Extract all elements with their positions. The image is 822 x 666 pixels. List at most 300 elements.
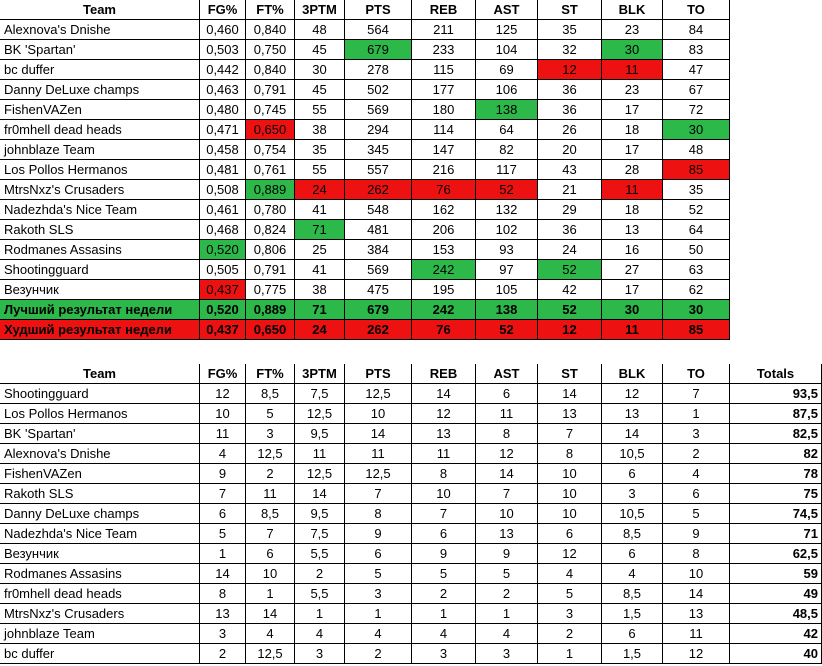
team-name-cell[interactable]: Shootingguard — [0, 260, 200, 280]
stat-cell[interactable]: 97 — [476, 260, 538, 280]
standings-points-cell[interactable]: 2 — [345, 644, 412, 664]
team-name-cell[interactable]: Rodmanes Assasins — [0, 240, 200, 260]
stat-cell[interactable]: 41 — [295, 260, 345, 280]
stat-cell[interactable]: 62 — [663, 280, 730, 300]
standings-points-cell[interactable]: 5 — [412, 564, 476, 584]
header-ast[interactable]: AST — [476, 0, 538, 20]
standings-points-cell[interactable]: 1 — [200, 544, 246, 564]
stat-cell[interactable]: 117 — [476, 160, 538, 180]
standings-points-cell[interactable]: 5 — [246, 404, 295, 424]
stat-cell[interactable]: 55 — [295, 100, 345, 120]
team-name-cell[interactable]: fr0mhell dead heads — [0, 120, 200, 140]
stat-cell[interactable]: 47 — [663, 60, 730, 80]
standings-points-cell[interactable]: 8 — [412, 464, 476, 484]
standings-points-cell[interactable]: 5 — [538, 584, 602, 604]
stat-cell[interactable]: 27 — [602, 260, 663, 280]
stat-cell[interactable]: 0,480 — [200, 100, 246, 120]
stat-cell[interactable]: 76 — [412, 180, 476, 200]
standings-points-cell[interactable]: 10 — [200, 404, 246, 424]
stat-cell[interactable]: 0,505 — [200, 260, 246, 280]
stat-cell[interactable]: 138 — [476, 100, 538, 120]
standings-points-cell[interactable]: 4 — [476, 624, 538, 644]
stat-cell[interactable]: 0,458 — [200, 140, 246, 160]
stat-cell[interactable]: 0,650 — [246, 120, 295, 140]
standings-points-cell[interactable]: 11 — [663, 624, 730, 644]
standings-points-cell[interactable]: 8 — [200, 584, 246, 604]
stat-cell[interactable]: 0,468 — [200, 220, 246, 240]
stat-cell[interactable]: 0,889 — [246, 180, 295, 200]
stat-cell[interactable]: 481 — [345, 220, 412, 240]
standings-points-cell[interactable]: 14 — [246, 604, 295, 624]
best-result-cell[interactable]: 52 — [538, 300, 602, 320]
stat-cell[interactable]: 0,442 — [200, 60, 246, 80]
stat-cell[interactable]: 48 — [295, 20, 345, 40]
stat-cell[interactable]: 42 — [538, 280, 602, 300]
standings-team-cell[interactable]: MtrsNxz's Crusaders — [0, 604, 200, 624]
stat-cell[interactable]: 475 — [345, 280, 412, 300]
standings-points-cell[interactable]: 6 — [602, 544, 663, 564]
standings-points-cell[interactable]: 11 — [200, 424, 246, 444]
standings-points-cell[interactable]: 4 — [295, 624, 345, 644]
standings-team-cell[interactable]: FishenVAZen — [0, 464, 200, 484]
stat-cell[interactable]: 36 — [538, 100, 602, 120]
standings-points-cell[interactable]: 8 — [345, 504, 412, 524]
stat-cell[interactable]: 20 — [538, 140, 602, 160]
stat-cell[interactable]: 106 — [476, 80, 538, 100]
standings-points-cell[interactable]: 6 — [476, 384, 538, 404]
header-reb[interactable]: REB — [412, 0, 476, 20]
worst-result-label[interactable]: Худший результат недели — [0, 320, 200, 340]
stat-cell[interactable]: 24 — [538, 240, 602, 260]
standings-points-cell[interactable]: 3 — [295, 644, 345, 664]
standings-points-cell[interactable]: 13 — [476, 524, 538, 544]
stat-cell[interactable]: 26 — [538, 120, 602, 140]
standings-team-cell[interactable]: johnblaze Team — [0, 624, 200, 644]
standings-points-cell[interactable]: 3 — [412, 644, 476, 664]
standings-points-cell[interactable]: 5 — [476, 564, 538, 584]
standings-header-3ptm[interactable]: 3PTM — [295, 364, 345, 384]
standings-points-cell[interactable]: 14 — [602, 424, 663, 444]
header-to[interactable]: TO — [663, 0, 730, 20]
standings-points-cell[interactable]: 14 — [295, 484, 345, 504]
standings-total-cell[interactable]: 42 — [730, 624, 822, 644]
stat-cell[interactable]: 0,750 — [246, 40, 295, 60]
standings-points-cell[interactable]: 8,5 — [602, 584, 663, 604]
standings-points-cell[interactable]: 4 — [200, 444, 246, 464]
worst-result-cell[interactable]: 262 — [345, 320, 412, 340]
stat-cell[interactable]: 41 — [295, 200, 345, 220]
header-pts[interactable]: PTS — [345, 0, 412, 20]
best-result-cell[interactable]: 0,889 — [246, 300, 295, 320]
standings-header-reb[interactable]: REB — [412, 364, 476, 384]
stat-cell[interactable]: 102 — [476, 220, 538, 240]
stat-cell[interactable]: 0,754 — [246, 140, 295, 160]
standings-points-cell[interactable]: 11 — [345, 444, 412, 464]
stat-cell[interactable]: 233 — [412, 40, 476, 60]
standings-total-cell[interactable]: 40 — [730, 644, 822, 664]
stat-cell[interactable]: 180 — [412, 100, 476, 120]
stat-cell[interactable]: 162 — [412, 200, 476, 220]
standings-points-cell[interactable]: 12,5 — [295, 404, 345, 424]
best-result-cell[interactable]: 242 — [412, 300, 476, 320]
standings-points-cell[interactable]: 4 — [602, 564, 663, 584]
standings-points-cell[interactable]: 1 — [476, 604, 538, 624]
standings-points-cell[interactable]: 11 — [246, 484, 295, 504]
standings-total-cell[interactable]: 62,5 — [730, 544, 822, 564]
stat-cell[interactable]: 679 — [345, 40, 412, 60]
standings-points-cell[interactable]: 12 — [663, 644, 730, 664]
header-3ptm[interactable]: 3PTM — [295, 0, 345, 20]
stat-cell[interactable]: 35 — [295, 140, 345, 160]
best-result-cell[interactable]: 30 — [663, 300, 730, 320]
standings-points-cell[interactable]: 7 — [412, 504, 476, 524]
stat-cell[interactable]: 216 — [412, 160, 476, 180]
stat-cell[interactable]: 71 — [295, 220, 345, 240]
standings-team-cell[interactable]: Alexnova's Dnishe — [0, 444, 200, 464]
standings-points-cell[interactable]: 3 — [345, 584, 412, 604]
team-name-cell[interactable]: johnblaze Team — [0, 140, 200, 160]
standings-points-cell[interactable]: 14 — [538, 384, 602, 404]
stat-cell[interactable]: 67 — [663, 80, 730, 100]
standings-points-cell[interactable]: 6 — [663, 484, 730, 504]
stat-cell[interactable]: 104 — [476, 40, 538, 60]
stat-cell[interactable]: 0,520 — [200, 240, 246, 260]
stat-cell[interactable]: 85 — [663, 160, 730, 180]
standings-total-cell[interactable]: 59 — [730, 564, 822, 584]
team-name-cell[interactable]: BK 'Spartan' — [0, 40, 200, 60]
stat-cell[interactable]: 0,460 — [200, 20, 246, 40]
standings-team-cell[interactable]: fr0mhell dead heads — [0, 584, 200, 604]
stat-cell[interactable]: 0,463 — [200, 80, 246, 100]
stat-cell[interactable]: 569 — [345, 260, 412, 280]
stat-cell[interactable]: 18 — [602, 200, 663, 220]
stat-cell[interactable]: 0,791 — [246, 80, 295, 100]
standings-points-cell[interactable]: 7,5 — [295, 524, 345, 544]
stat-cell[interactable]: 11 — [602, 60, 663, 80]
standings-team-cell[interactable]: Везунчик — [0, 544, 200, 564]
stat-cell[interactable]: 345 — [345, 140, 412, 160]
stat-cell[interactable]: 18 — [602, 120, 663, 140]
standings-points-cell[interactable]: 12,5 — [295, 464, 345, 484]
stat-cell[interactable]: 24 — [295, 180, 345, 200]
best-result-cell[interactable]: 30 — [602, 300, 663, 320]
stat-cell[interactable]: 84 — [663, 20, 730, 40]
standings-points-cell[interactable]: 12,5 — [345, 384, 412, 404]
stat-cell[interactable]: 384 — [345, 240, 412, 260]
stat-cell[interactable]: 0,824 — [246, 220, 295, 240]
standings-points-cell[interactable]: 11 — [476, 404, 538, 424]
header-team[interactable]: Team — [0, 0, 200, 20]
stat-cell[interactable]: 45 — [295, 80, 345, 100]
standings-points-cell[interactable]: 3 — [538, 604, 602, 624]
header-blk[interactable]: BLK — [602, 0, 663, 20]
standings-header-st[interactable]: ST — [538, 364, 602, 384]
stat-cell[interactable]: 0,840 — [246, 60, 295, 80]
standings-points-cell[interactable]: 4 — [345, 624, 412, 644]
standings-points-cell[interactable]: 4 — [538, 564, 602, 584]
best-result-cell[interactable]: 71 — [295, 300, 345, 320]
standings-points-cell[interactable]: 12 — [412, 404, 476, 424]
standings-points-cell[interactable]: 4 — [246, 624, 295, 644]
stat-cell[interactable]: 21 — [538, 180, 602, 200]
standings-header-blk[interactable]: BLK — [602, 364, 663, 384]
standings-total-cell[interactable]: 48,5 — [730, 604, 822, 624]
stat-cell[interactable]: 28 — [602, 160, 663, 180]
standings-team-cell[interactable]: bc duffer — [0, 644, 200, 664]
stat-cell[interactable]: 115 — [412, 60, 476, 80]
standings-total-cell[interactable]: 71 — [730, 524, 822, 544]
standings-points-cell[interactable]: 10 — [663, 564, 730, 584]
standings-points-cell[interactable]: 8 — [476, 424, 538, 444]
stat-cell[interactable]: 0,508 — [200, 180, 246, 200]
stat-cell[interactable]: 83 — [663, 40, 730, 60]
stat-cell[interactable]: 195 — [412, 280, 476, 300]
standings-points-cell[interactable]: 1 — [246, 584, 295, 604]
standings-points-cell[interactable]: 9 — [476, 544, 538, 564]
standings-points-cell[interactable]: 10 — [538, 504, 602, 524]
stat-cell[interactable]: 132 — [476, 200, 538, 220]
stat-cell[interactable]: 72 — [663, 100, 730, 120]
stat-cell[interactable]: 82 — [476, 140, 538, 160]
standings-points-cell[interactable]: 8,5 — [602, 524, 663, 544]
stat-cell[interactable]: 36 — [538, 80, 602, 100]
team-name-cell[interactable]: Los Pollos Hermanos — [0, 160, 200, 180]
standings-points-cell[interactable]: 14 — [345, 424, 412, 444]
team-name-cell[interactable]: FishenVAZen — [0, 100, 200, 120]
worst-result-cell[interactable]: 0,437 — [200, 320, 246, 340]
standings-points-cell[interactable]: 3 — [602, 484, 663, 504]
standings-points-cell[interactable]: 14 — [663, 584, 730, 604]
standings-points-cell[interactable]: 12 — [476, 444, 538, 464]
standings-points-cell[interactable]: 8,5 — [246, 384, 295, 404]
stat-cell[interactable]: 35 — [663, 180, 730, 200]
standings-points-cell[interactable]: 1 — [295, 604, 345, 624]
stat-cell[interactable]: 63 — [663, 260, 730, 280]
standings-points-cell[interactable]: 10 — [246, 564, 295, 584]
standings-points-cell[interactable]: 13 — [538, 404, 602, 424]
stat-cell[interactable]: 0,745 — [246, 100, 295, 120]
team-name-cell[interactable]: bc duffer — [0, 60, 200, 80]
standings-points-cell[interactable]: 8 — [538, 444, 602, 464]
standings-points-cell[interactable]: 12,5 — [246, 644, 295, 664]
standings-points-cell[interactable]: 5 — [200, 524, 246, 544]
stat-cell[interactable]: 211 — [412, 20, 476, 40]
standings-total-cell[interactable]: 49 — [730, 584, 822, 604]
best-result-cell[interactable]: 138 — [476, 300, 538, 320]
standings-points-cell[interactable]: 13 — [412, 424, 476, 444]
stat-cell[interactable]: 17 — [602, 100, 663, 120]
standings-points-cell[interactable]: 6 — [345, 544, 412, 564]
standings-team-cell[interactable]: Los Pollos Hermanos — [0, 404, 200, 424]
stat-cell[interactable]: 242 — [412, 260, 476, 280]
standings-points-cell[interactable]: 2 — [200, 644, 246, 664]
standings-points-cell[interactable]: 7 — [246, 524, 295, 544]
stat-cell[interactable]: 0,437 — [200, 280, 246, 300]
stat-cell[interactable]: 30 — [602, 40, 663, 60]
standings-points-cell[interactable]: 14 — [412, 384, 476, 404]
stat-cell[interactable]: 0,481 — [200, 160, 246, 180]
standings-points-cell[interactable]: 4 — [412, 624, 476, 644]
standings-points-cell[interactable]: 9 — [412, 544, 476, 564]
header-ft[interactable]: FT% — [246, 0, 295, 20]
stat-cell[interactable]: 0,791 — [246, 260, 295, 280]
standings-points-cell[interactable]: 1 — [412, 604, 476, 624]
standings-points-cell[interactable]: 10 — [476, 504, 538, 524]
standings-points-cell[interactable]: 6 — [246, 544, 295, 564]
standings-total-cell[interactable]: 78 — [730, 464, 822, 484]
team-name-cell[interactable]: Nadezhda's Nice Team — [0, 200, 200, 220]
stat-cell[interactable]: 35 — [538, 20, 602, 40]
standings-points-cell[interactable]: 1,5 — [602, 604, 663, 624]
standings-header-pts[interactable]: PTS — [345, 364, 412, 384]
stat-cell[interactable]: 0,503 — [200, 40, 246, 60]
standings-points-cell[interactable]: 10 — [538, 484, 602, 504]
standings-points-cell[interactable]: 7 — [663, 384, 730, 404]
stat-cell[interactable]: 0,775 — [246, 280, 295, 300]
stat-cell[interactable]: 294 — [345, 120, 412, 140]
header-st[interactable]: ST — [538, 0, 602, 20]
standings-points-cell[interactable]: 14 — [476, 464, 538, 484]
stat-cell[interactable]: 125 — [476, 20, 538, 40]
standings-team-cell[interactable]: BK 'Spartan' — [0, 424, 200, 444]
standings-points-cell[interactable]: 8 — [663, 544, 730, 564]
standings-points-cell[interactable]: 6 — [602, 464, 663, 484]
standings-total-cell[interactable]: 87,5 — [730, 404, 822, 424]
stat-cell[interactable]: 12 — [538, 60, 602, 80]
stat-cell[interactable]: 564 — [345, 20, 412, 40]
standings-points-cell[interactable]: 1 — [663, 404, 730, 424]
standings-points-cell[interactable]: 14 — [200, 564, 246, 584]
best-result-cell[interactable]: 679 — [345, 300, 412, 320]
stat-cell[interactable]: 0,761 — [246, 160, 295, 180]
stat-cell[interactable]: 114 — [412, 120, 476, 140]
stat-cell[interactable]: 52 — [476, 180, 538, 200]
standings-points-cell[interactable]: 12 — [538, 544, 602, 564]
standings-points-cell[interactable]: 7 — [476, 484, 538, 504]
standings-points-cell[interactable]: 9,5 — [295, 504, 345, 524]
standings-points-cell[interactable]: 2 — [246, 464, 295, 484]
stat-cell[interactable]: 30 — [663, 120, 730, 140]
standings-header-to[interactable]: TO — [663, 364, 730, 384]
stat-cell[interactable]: 25 — [295, 240, 345, 260]
standings-points-cell[interactable]: 10 — [345, 404, 412, 424]
stat-cell[interactable]: 43 — [538, 160, 602, 180]
standings-points-cell[interactable]: 6 — [412, 524, 476, 544]
standings-points-cell[interactable]: 11 — [412, 444, 476, 464]
stat-cell[interactable]: 30 — [295, 60, 345, 80]
stat-cell[interactable]: 278 — [345, 60, 412, 80]
standings-points-cell[interactable]: 4 — [663, 464, 730, 484]
stat-cell[interactable]: 52 — [663, 200, 730, 220]
stat-cell[interactable]: 32 — [538, 40, 602, 60]
worst-result-cell[interactable]: 12 — [538, 320, 602, 340]
standings-total-cell[interactable]: 75 — [730, 484, 822, 504]
worst-result-cell[interactable]: 76 — [412, 320, 476, 340]
standings-points-cell[interactable]: 2 — [476, 584, 538, 604]
stat-cell[interactable]: 206 — [412, 220, 476, 240]
stat-cell[interactable]: 52 — [538, 260, 602, 280]
worst-result-cell[interactable]: 0,650 — [246, 320, 295, 340]
team-name-cell[interactable]: Danny DeLuxe champs — [0, 80, 200, 100]
standings-points-cell[interactable]: 3 — [200, 624, 246, 644]
standings-points-cell[interactable]: 10,5 — [602, 444, 663, 464]
stat-cell[interactable]: 177 — [412, 80, 476, 100]
standings-points-cell[interactable]: 7 — [345, 484, 412, 504]
standings-team-cell[interactable]: Danny DeLuxe champs — [0, 504, 200, 524]
standings-points-cell[interactable]: 3 — [476, 644, 538, 664]
standings-total-cell[interactable]: 82 — [730, 444, 822, 464]
standings-points-cell[interactable]: 10 — [538, 464, 602, 484]
stat-cell[interactable]: 11 — [602, 180, 663, 200]
stat-cell[interactable]: 38 — [295, 120, 345, 140]
stat-cell[interactable]: 569 — [345, 100, 412, 120]
standings-points-cell[interactable]: 10 — [412, 484, 476, 504]
standings-points-cell[interactable]: 12 — [200, 384, 246, 404]
standings-header-team[interactable]: Team — [0, 364, 200, 384]
standings-total-cell[interactable]: 93,5 — [730, 384, 822, 404]
standings-total-cell[interactable]: 74,5 — [730, 504, 822, 524]
standings-header-ast[interactable]: AST — [476, 364, 538, 384]
stat-cell[interactable]: 23 — [602, 80, 663, 100]
standings-points-cell[interactable]: 11 — [295, 444, 345, 464]
worst-result-cell[interactable]: 11 — [602, 320, 663, 340]
stat-cell[interactable]: 36 — [538, 220, 602, 240]
standings-points-cell[interactable]: 3 — [246, 424, 295, 444]
stat-cell[interactable]: 13 — [602, 220, 663, 240]
standings-header-totals[interactable]: Totals — [730, 364, 822, 384]
stat-cell[interactable]: 69 — [476, 60, 538, 80]
standings-points-cell[interactable]: 1,5 — [602, 644, 663, 664]
standings-team-cell[interactable]: Nadezhda's Nice Team — [0, 524, 200, 544]
standings-points-cell[interactable]: 1 — [538, 644, 602, 664]
standings-points-cell[interactable]: 7 — [538, 424, 602, 444]
stat-cell[interactable]: 262 — [345, 180, 412, 200]
stat-cell[interactable]: 64 — [663, 220, 730, 240]
standings-points-cell[interactable]: 5 — [663, 504, 730, 524]
standings-points-cell[interactable]: 2 — [295, 564, 345, 584]
worst-result-cell[interactable]: 24 — [295, 320, 345, 340]
standings-team-cell[interactable]: Rodmanes Assasins — [0, 564, 200, 584]
standings-points-cell[interactable]: 8,5 — [246, 504, 295, 524]
standings-points-cell[interactable]: 2 — [538, 624, 602, 644]
header-fg[interactable]: FG% — [200, 0, 246, 20]
standings-points-cell[interactable]: 2 — [663, 444, 730, 464]
stat-cell[interactable]: 147 — [412, 140, 476, 160]
standings-points-cell[interactable]: 9 — [345, 524, 412, 544]
worst-result-cell[interactable]: 85 — [663, 320, 730, 340]
stat-cell[interactable]: 0,471 — [200, 120, 246, 140]
standings-points-cell[interactable]: 5,5 — [295, 584, 345, 604]
best-result-cell[interactable]: 0,520 — [200, 300, 246, 320]
stat-cell[interactable]: 45 — [295, 40, 345, 60]
standings-points-cell[interactable]: 7 — [200, 484, 246, 504]
standings-points-cell[interactable]: 5 — [345, 564, 412, 584]
stat-cell[interactable]: 17 — [602, 140, 663, 160]
stat-cell[interactable]: 48 — [663, 140, 730, 160]
team-name-cell[interactable]: MtrsNxz's Crusaders — [0, 180, 200, 200]
standings-points-cell[interactable]: 6 — [200, 504, 246, 524]
best-result-label[interactable]: Лучший результат недели — [0, 300, 200, 320]
stat-cell[interactable]: 557 — [345, 160, 412, 180]
team-name-cell[interactable]: Везунчик — [0, 280, 200, 300]
standings-points-cell[interactable]: 12,5 — [246, 444, 295, 464]
standings-points-cell[interactable]: 3 — [663, 424, 730, 444]
stat-cell[interactable]: 38 — [295, 280, 345, 300]
standings-points-cell[interactable]: 9 — [663, 524, 730, 544]
stat-cell[interactable]: 93 — [476, 240, 538, 260]
standings-points-cell[interactable]: 10,5 — [602, 504, 663, 524]
standings-points-cell[interactable]: 5,5 — [295, 544, 345, 564]
